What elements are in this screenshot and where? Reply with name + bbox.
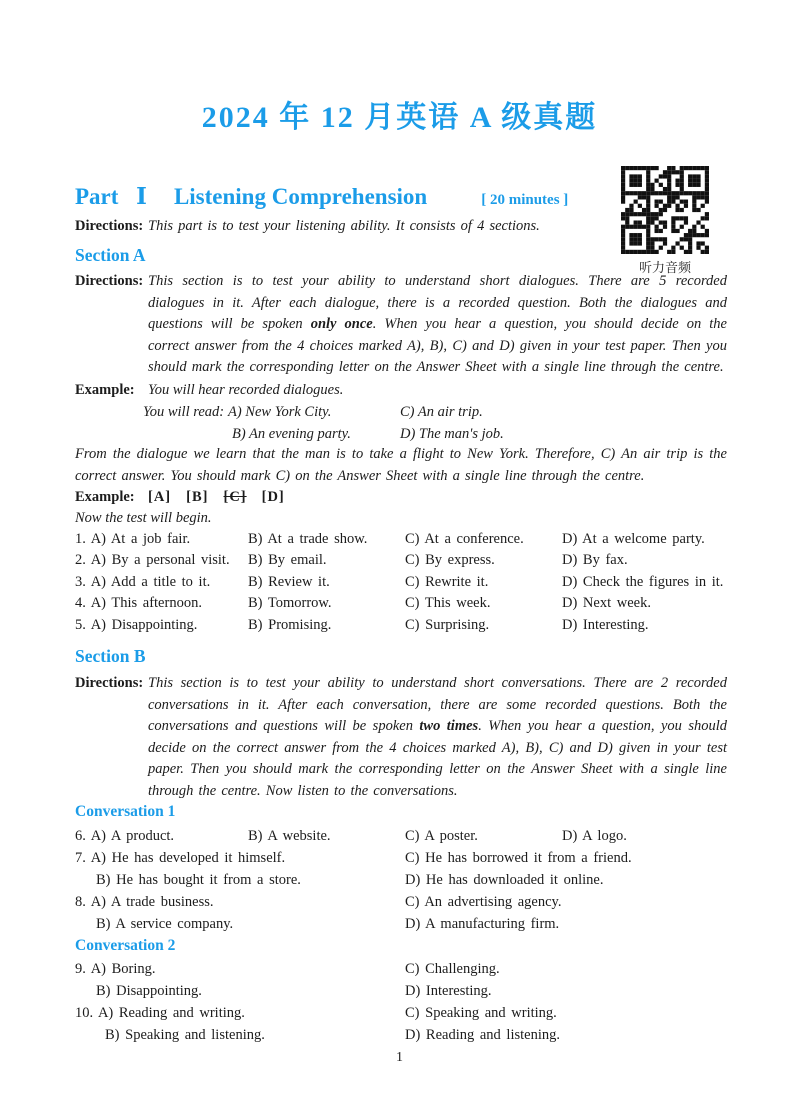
q1-option-a: 1. A) At a job fair. [75, 531, 191, 547]
test-begin-note: Now the test will begin. [75, 510, 212, 526]
q7-option-b: B) He has bought it from a store. [96, 872, 301, 888]
q7-option-a: 7. A) He has developed it himself. [75, 850, 286, 866]
directions-label: Directions: [75, 675, 144, 691]
q9-option-a: 9. A) Boring. [75, 961, 156, 977]
question-row-5 [75, 615, 727, 637]
page-number: 1 [396, 1050, 403, 1065]
part1-duration: [ 20 minutes ] [481, 192, 569, 208]
directions-text: This part is to test your listening ability. It consists of 4 sections. [148, 218, 540, 234]
question-row-8b [75, 914, 727, 936]
q4-option-c: C) This week. [405, 595, 491, 611]
q5-option-d: D) Interesting. [562, 617, 649, 633]
q8-option-d: D) A manufacturing firm. [405, 916, 560, 932]
example-option-d: D) The man's job. [400, 426, 504, 442]
directions-text-pre: This section is to test your ability to understand short conversations. There are 2 recorded conversations in it. After each conversation, there are some recorded questions. Both the conversations and questions will be spoken [148, 675, 727, 734]
question-row-3 [75, 572, 727, 594]
answer-box-c-marked: [C] [223, 489, 247, 505]
q2-option-d: D) By fax. [562, 552, 628, 568]
question-row-2 [75, 550, 727, 572]
part1-directions [75, 216, 727, 238]
directions-text-emphasis: two times [419, 718, 479, 734]
q7-option-d: D) He has downloaded it online. [405, 872, 604, 888]
section-a-directions [75, 271, 727, 379]
q3-option-b: B) Review it. [248, 574, 330, 590]
q2-option-b: B) By email. [248, 552, 327, 568]
directions-label: Directions: [75, 218, 144, 234]
q5-option-a: 5. A) Disappointing. [75, 617, 198, 633]
example-answer-label: Example: [75, 489, 135, 505]
q3-option-c: C) Rewrite it. [405, 574, 489, 590]
q7-option-c: C) He has borrowed it from a friend. [405, 850, 632, 866]
example-hear-line [75, 380, 727, 402]
q1-option-b: B) At a trade show. [248, 531, 368, 547]
example-read-label: You will read: [143, 404, 225, 420]
example-explanation [75, 444, 727, 487]
question-row-6 [75, 826, 727, 848]
answer-box-a: [A] [148, 489, 172, 505]
question-row-8a [75, 892, 727, 914]
q6-option-c: C) A poster. [405, 828, 478, 844]
directions-text-post: . When you hear a question, you should decide on the correct answer from the 4 choices marked A), B), C) and D) given in your test paper. Then you should mark the corresponding letter on the Answer Sheet with a single line through the centre. [148, 316, 727, 375]
question-row-4 [75, 593, 727, 615]
part1-heading [75, 183, 568, 210]
conversation-2-heading: Conversation 2 [75, 937, 176, 954]
q8-option-b: B) A service company. [96, 916, 234, 932]
example-option-b: B) An evening party. [232, 426, 351, 442]
directions-text-pre: This section is to test your ability to understand short dialogues. There are 5 recorded dialogues in it. After each dialogue, there is a recorded question. Both the dialogues and questions will be spoken [148, 273, 727, 332]
question-row-1 [75, 529, 727, 551]
question-row-9a [75, 959, 727, 981]
answer-box-b: [B] [186, 489, 209, 505]
question-row-7b [75, 870, 727, 892]
q6-option-d: D) A logo. [562, 828, 627, 844]
q3-option-a: 3. A) Add a title to it. [75, 574, 211, 590]
q3-option-d: D) Check the figures in it. [562, 574, 724, 590]
q8-option-c: C) An advertising agency. [405, 894, 562, 910]
part1-title: Listening Comprehension [173, 184, 428, 209]
example-explanation-text: From the dialogue we learn that the man is to take a flight to New York. Therefore, C) An air trip is the correct answer. You should mark C) on the Answer Sheet with a single line through the centre. [75, 446, 727, 484]
q2-option-c: C) By express. [405, 552, 495, 568]
example-option-c: C) An air trip. [400, 404, 483, 420]
q2-option-a: 2. A) By a personal visit. [75, 552, 230, 568]
directions-text-emphasis: only once [310, 316, 373, 332]
question-row-10a [75, 1003, 727, 1025]
q5-option-c: C) Surprising. [405, 617, 490, 633]
directions-text-post: . When you hear a question, you should decide on the correct answer from the 4 choices marked A), B), C) and D) given in your test paper. Then you should mark the corresponding letter on the Answer Sheet with a single line through the centre. Now listen to the conversations. [148, 718, 728, 799]
qr-code-label: 听力音频 [638, 260, 691, 275]
example-option-a: A) New York City. [228, 404, 332, 420]
q10-option-c: C) Speaking and writing. [405, 1005, 557, 1021]
conversation-1-heading: Conversation 1 [75, 803, 176, 820]
qr-code-icon [621, 166, 709, 254]
q1-option-d: D) At a welcome party. [562, 531, 705, 547]
section-b-heading: Section B [75, 646, 146, 666]
question-row-7a [75, 848, 727, 870]
q10-option-d: D) Reading and listening. [405, 1027, 561, 1043]
q9-option-d: D) Interesting. [405, 983, 492, 999]
example-answer-line [75, 487, 727, 509]
directions-label: Directions: [75, 273, 144, 289]
section-a-heading: Section A [75, 245, 146, 265]
q9-option-b: B) Disappointing. [96, 983, 202, 999]
section-b-directions [75, 673, 727, 802]
q4-option-a: 4. A) This afternoon. [75, 595, 202, 611]
q10-option-b: B) Speaking and listening. [105, 1027, 265, 1043]
example-label: Example: [75, 382, 135, 398]
question-row-9b [75, 981, 727, 1003]
q5-option-b: B) Promising. [248, 617, 332, 633]
q4-option-d: D) Next week. [562, 595, 651, 611]
q6-option-a: 6. A) A product. [75, 828, 175, 844]
q10-option-a: 10. A) Reading and writing. [75, 1005, 245, 1021]
q8-option-a: 8. A) A trade business. [75, 894, 214, 910]
q1-option-c: C) At a conference. [405, 531, 524, 547]
answer-box-d: [D] [261, 489, 285, 505]
document-title: 2024 年 12 月英语 A 级真题 [201, 101, 598, 134]
q9-option-c: C) Challenging. [405, 961, 500, 977]
question-row-10b [75, 1025, 727, 1047]
example-hear-text: You will hear recorded dialogues. [148, 382, 344, 398]
q4-option-b: B) Tomorrow. [248, 595, 332, 611]
q6-option-b: B) A website. [248, 828, 331, 844]
part1-label: Part Ⅰ [75, 184, 147, 209]
